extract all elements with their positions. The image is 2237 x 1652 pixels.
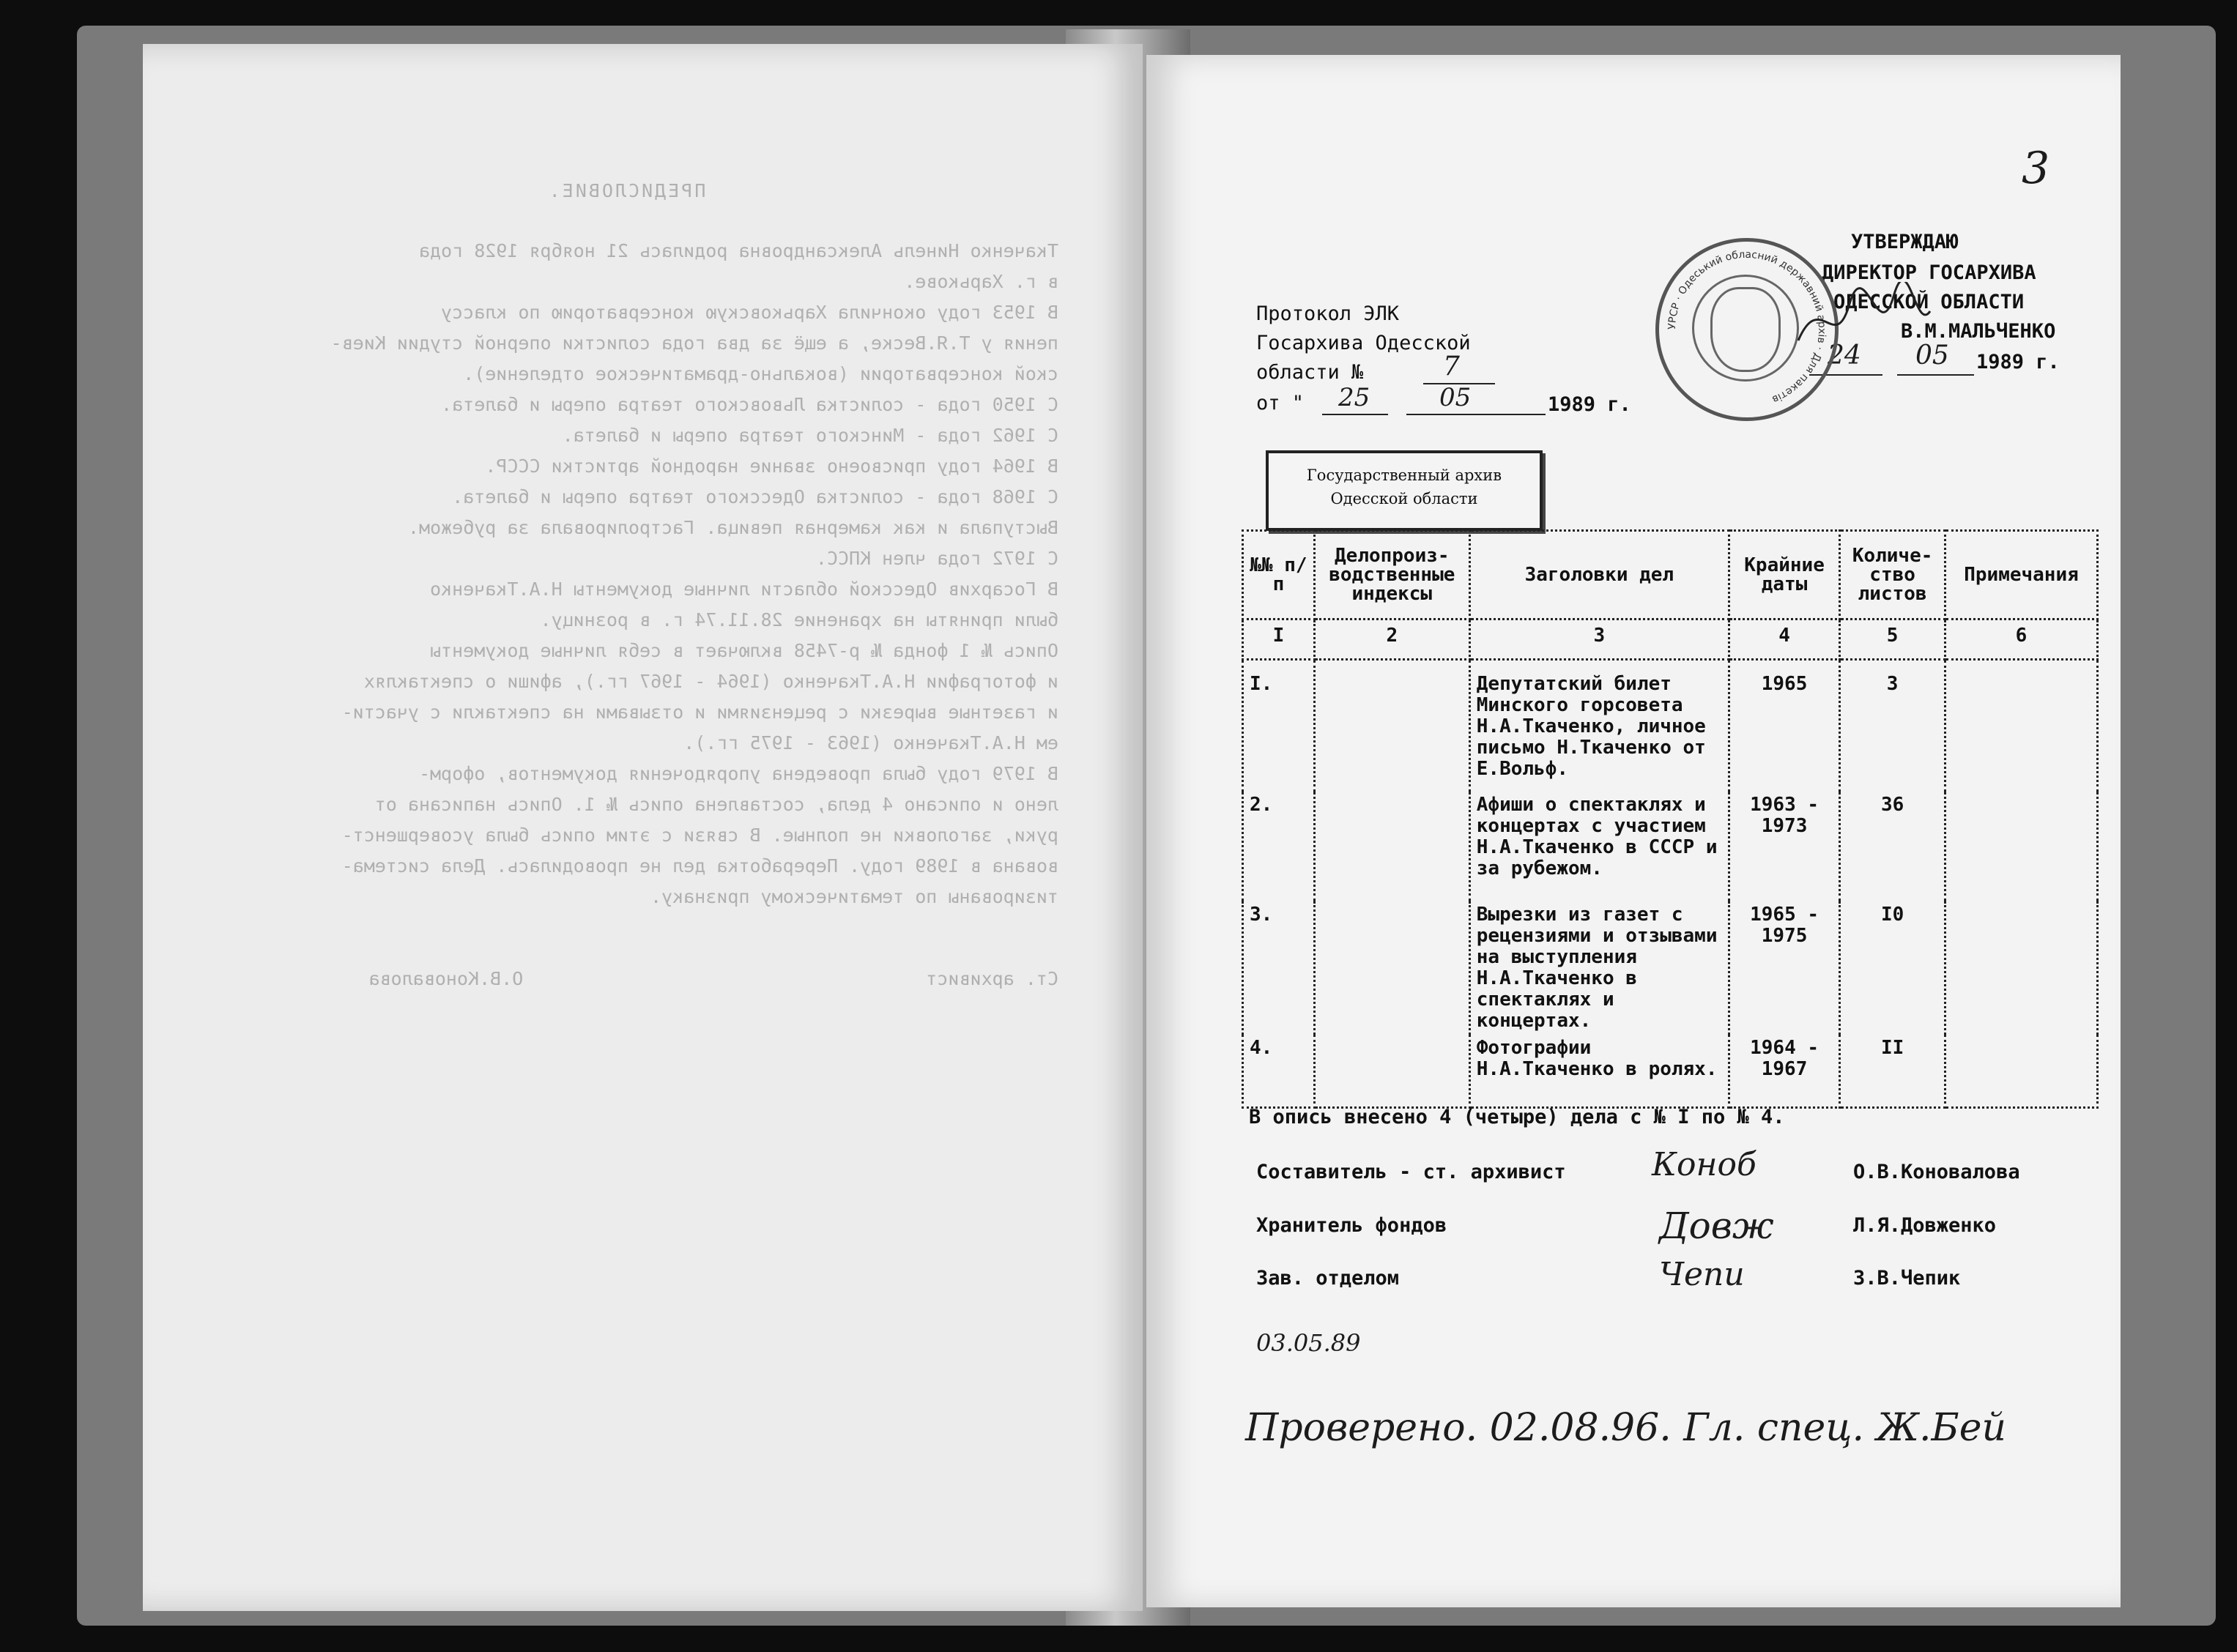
preface-line: С 1962 года - Минского театра оперы и балета.	[562, 425, 1058, 446]
row-dates: 1963 - 1973	[1729, 792, 1839, 901]
page-number: 3	[2022, 143, 2050, 194]
row-title: Депутатский билет Минского горсовета Н.А.Ткаченко, личное письмо Н.Ткаченко от Е.Вольф.	[1469, 660, 1729, 792]
table-column-numbers	[1243, 620, 2098, 660]
table-header-row	[1243, 531, 2098, 620]
protocol-month-line	[1406, 414, 1546, 415]
signature-scribble: Чепи	[1659, 1256, 1745, 1293]
preface-title: ПРЕДИСЛОВИЕ.	[546, 180, 706, 201]
header-sheets: Количе- ство листов	[1840, 531, 1945, 620]
approval-year: 1989 г.	[1976, 351, 2060, 373]
signature-name: О.В.Коновалова	[1853, 1161, 2020, 1183]
bleed-through-text	[194, 176, 1058, 994]
row-dates: 1965	[1729, 660, 1839, 792]
row-title: Афиши о спектаклях и концертах с участием Н.А.Ткаченко в СССР и за рубежом.	[1469, 792, 1729, 901]
signature-name: Л.Я.Довженко	[1853, 1214, 1997, 1237]
column-number: 2	[1314, 620, 1469, 660]
table-row	[1243, 1035, 2098, 1108]
preface-signature	[194, 964, 1058, 994]
approval-heading: УТВЕРЖДАЮ	[1851, 231, 1959, 253]
row-sheets: II	[1840, 1035, 1945, 1108]
signature-role: Составитель - ст. архивист	[1256, 1161, 1566, 1183]
preface-line: в г. Харькове.	[904, 271, 1058, 292]
preface-line: лено и описано 4 дела, составлена опись № 1. Опись написана от	[374, 794, 1058, 815]
approval-day: 24	[1828, 341, 1861, 371]
signature-scribble: Коноб	[1652, 1146, 1756, 1183]
header-notes: Примечания	[1945, 531, 2098, 620]
row-title: Фотографии Н.А.Ткаченко в ролях.	[1469, 1035, 1729, 1108]
signature-scribble: Довж	[1659, 1205, 1774, 1247]
row-index	[1314, 792, 1469, 901]
preface-line: пения у Т.Я.Веске, а ещё за два года солистки оперной студии Киев-	[330, 332, 1058, 354]
stamp-line2: Одесской области	[1330, 490, 1478, 507]
right-page	[1146, 55, 2121, 1607]
left-page	[143, 44, 1143, 1611]
preface-line: Ткаченко Нинель Александровна родилась 21 ноября 1928 года	[419, 240, 1058, 261]
protocol-month: 05	[1439, 383, 1472, 412]
inventory-table	[1242, 529, 2099, 1109]
protocol-line1: Протокол ЭЛК	[1256, 302, 1400, 325]
row-index	[1314, 660, 1469, 792]
archive-stamp	[1266, 450, 1543, 531]
preface-line: и фотографии Н.А.Ткаченко (1964 - 1967 гг.), афиши о спектаклях	[363, 671, 1058, 692]
preface-line: В 1953 году окончила Харьковскую консерваторию по классу	[441, 302, 1058, 323]
row-index	[1314, 1035, 1469, 1108]
row-number: I.	[1243, 660, 1315, 792]
column-number: I	[1243, 620, 1315, 660]
preface-line: были приняты на хранение 28.11.74 г. в розницу.	[540, 609, 1058, 630]
stamp-line1: Государственный архив	[1306, 466, 1502, 484]
handwritten-date: 03.05.89	[1256, 1329, 1361, 1357]
preface-line: В 1979 году была проведена упорядочения документов, оформ-	[419, 763, 1058, 784]
row-notes	[1945, 901, 2098, 1035]
protocol-line2: Госархива Одесской	[1256, 332, 1471, 354]
signature-name: З.В.Чепик	[1853, 1267, 1961, 1290]
protocol-number: 7	[1443, 351, 1460, 382]
column-number: 6	[1945, 620, 2098, 660]
row-number: 4.	[1243, 1035, 1315, 1108]
header-dates: Крайние даты	[1729, 531, 1839, 620]
preface-line: тизированы по тематическому признаку.	[650, 886, 1058, 907]
approval-region: ОДЕССКОЙ ОБЛАСТИ	[1833, 291, 2025, 313]
header-title: Заголовки дел	[1469, 531, 1729, 620]
verification-note: Проверено. 02.08.96. Гл. спец. Ж.Бей	[1245, 1406, 2007, 1450]
table-row	[1243, 660, 2098, 792]
seal-ring-text: УРСР · Одеський обласний державний архів · Для пакетів	[1666, 248, 1828, 406]
preface-line: В Госархив Одесской области личные документы Н.А.Ткаченко	[430, 578, 1058, 600]
preface-sign-name: О.В.Коновалова	[368, 968, 524, 989]
preface-line: С 1950 года - солистка Львовского театра оперы и балета.	[441, 394, 1058, 415]
column-number: 5	[1840, 620, 1945, 660]
column-number: 3	[1469, 620, 1729, 660]
preface-line: руки, заголовки не полные. В связи с этим опись была усовершенст-	[341, 825, 1058, 846]
row-dates: 1964 - 1967	[1729, 1035, 1839, 1108]
row-index	[1314, 901, 1469, 1035]
preface-line: Опись № 1 фонда № р-7458 включает в себя личные документы	[430, 640, 1058, 661]
preface-sign-role: Ст. архивист	[926, 968, 1058, 989]
signature-role: Хранитель фондов	[1256, 1214, 1447, 1237]
preface-line: вована в 1989 году. Переработка дел не проводилась. Дела система-	[341, 855, 1058, 877]
preface-line: Выступала и как камерная певица. Гастролировала за рубежом.	[407, 517, 1058, 538]
approval-position: ДИРЕКТОР ГОСАРХИВА	[1822, 261, 2036, 284]
table-row	[1243, 901, 2098, 1035]
row-sheets: 36	[1840, 792, 1945, 901]
preface-line: В 1964 году присвоено звание народной артистки СССР.	[485, 455, 1058, 477]
row-notes	[1945, 792, 2098, 901]
protocol-day: 25	[1338, 383, 1370, 412]
preface-line: ем Н.А.Ткаченко (1963 - 1975 гг.).	[683, 732, 1058, 754]
protocol-line3: области №	[1256, 361, 1364, 384]
row-notes	[1945, 1035, 2098, 1108]
director-signature-scribble	[1791, 282, 1937, 370]
row-dates: 1965 - 1975	[1729, 901, 1839, 1035]
row-notes	[1945, 660, 2098, 792]
preface-line: С 1968 года - солистка Одесского театра оперы и балета.	[452, 486, 1058, 507]
approval-month: 05	[1915, 341, 1949, 371]
inventory-summary: В опись внесено 4 (четыре) дела с № I по № 4.	[1249, 1106, 1785, 1128]
header-index: Делопроиз- водственные индексы	[1314, 531, 1469, 620]
protocol-year: 1989 г.	[1548, 393, 1631, 416]
row-number: 3.	[1243, 901, 1315, 1035]
row-number: 2.	[1243, 792, 1315, 901]
protocol-date-prefix: от "	[1256, 392, 1305, 414]
preface-line: и газетные вырезки с рецензиями и отзывами на спектакли с участи-	[341, 702, 1058, 723]
row-title: Вырезки из газет с рецензиями и отзывами на выступления Н.А.Ткаченко в спектаклях и концертах.	[1469, 901, 1729, 1035]
signature-role: Зав. отделом	[1256, 1267, 1400, 1290]
protocol-day-line	[1322, 414, 1388, 415]
preface-line: ской консерватории (вокально-драматическое отделение).	[463, 363, 1058, 384]
row-sheets: I0	[1840, 901, 1945, 1035]
header-number: №№ п/п	[1243, 531, 1315, 620]
column-number: 4	[1729, 620, 1839, 660]
preface-line: С 1972 года член КПСС.	[815, 548, 1058, 569]
table-row	[1243, 792, 2098, 901]
row-sheets: 3	[1840, 660, 1945, 792]
approval-director-name: В.М.МАЛЬЧЕНКО	[1901, 320, 2056, 343]
